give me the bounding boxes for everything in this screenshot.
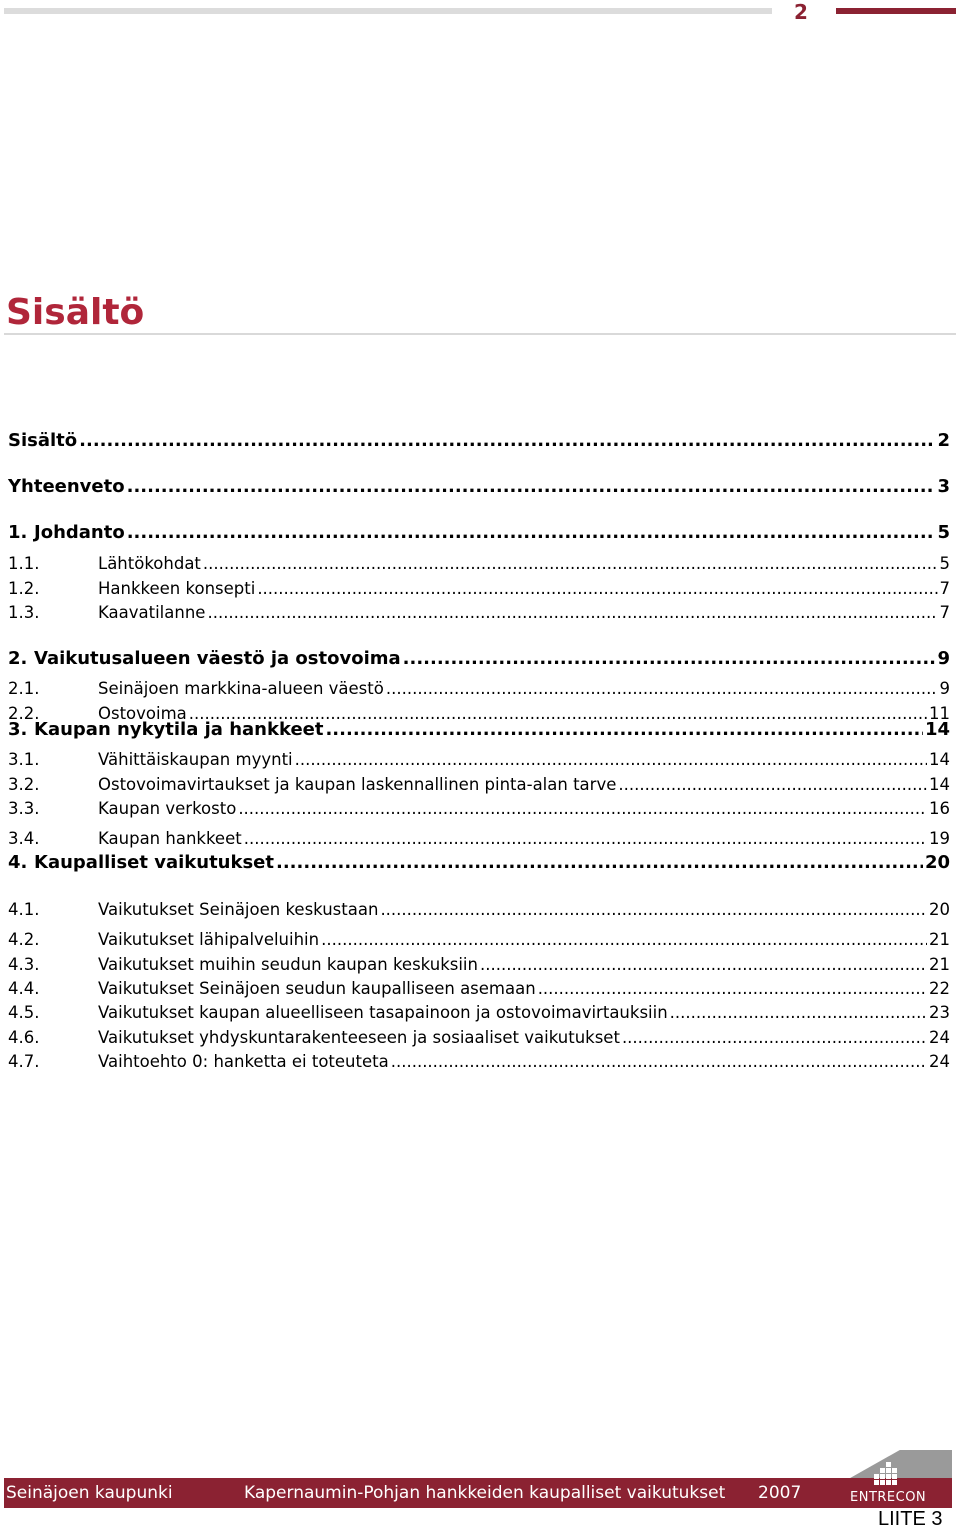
toc-entry[interactable] bbox=[8, 899, 950, 921]
toc-entry-page: 21 bbox=[929, 930, 950, 949]
toc-entry-title: Lähtökohdat bbox=[98, 554, 201, 573]
toc-entry-page: 3 bbox=[937, 476, 950, 497]
annex-label: LIITE 3 bbox=[878, 1508, 943, 1530]
toc-entry[interactable] bbox=[8, 602, 950, 624]
toc-entry-page: 14 bbox=[929, 750, 950, 769]
toc-entry[interactable] bbox=[8, 1027, 950, 1049]
company-logo-text: ENTRECON bbox=[850, 1490, 927, 1505]
toc-entry[interactable] bbox=[8, 719, 950, 741]
toc-entry-page: 19 bbox=[929, 829, 950, 848]
toc-entry-title: Vähittäiskaupan myynti bbox=[98, 750, 293, 769]
toc-entry[interactable] bbox=[8, 678, 950, 700]
toc-entry-page: 2 bbox=[937, 430, 950, 451]
toc-entry-title: Ostovoima bbox=[98, 704, 187, 723]
toc-entry-title: Vaihtoehto 0: hanketta ei toteuteta bbox=[98, 1052, 389, 1071]
toc-leader-dots bbox=[480, 954, 927, 976]
toc-entry-page: 5 bbox=[939, 554, 950, 573]
toc-entry[interactable] bbox=[8, 522, 950, 544]
toc-entry[interactable] bbox=[8, 774, 950, 796]
toc-entry-title: Johdanto bbox=[34, 522, 125, 543]
toc-entry-title: Seinäjoen markkina-alueen väestö bbox=[98, 679, 384, 698]
toc-entry-title: Kaavatilanne bbox=[98, 603, 206, 622]
toc-entry-number: 4.3. bbox=[8, 955, 40, 974]
toc-entry-page: 20 bbox=[924, 852, 950, 873]
toc-entry[interactable] bbox=[8, 553, 950, 575]
toc-entry-page: 9 bbox=[939, 679, 950, 698]
toc-entry-title: Vaikutukset Seinäjoen seudun kaupalliseen asemaan bbox=[98, 979, 536, 998]
toc-entry-number: 4.1. bbox=[8, 900, 40, 919]
toc-entry-title: Vaikutukset kaupan alueelliseen tasapainoon ja ostovoimavirtauksiin bbox=[98, 1003, 668, 1022]
footer-document-title: Kapernaumin-Pohjan hankkeiden kaupalliset vaikutukset bbox=[244, 1483, 726, 1503]
toc-entry-title: Sisältö bbox=[8, 430, 78, 451]
toc-entry-number: 3.1. bbox=[8, 750, 40, 769]
toc-entry[interactable] bbox=[8, 828, 950, 850]
toc-entry-number: 4.7. bbox=[8, 1052, 40, 1071]
toc-leader-dots bbox=[622, 1027, 927, 1049]
toc-entry-title: Yhteenveto bbox=[8, 476, 125, 497]
toc-entry-number: 1.1. bbox=[8, 554, 40, 573]
toc-leader-dots bbox=[79, 430, 935, 452]
toc-entry-title: Vaikutukset muihin seudun kaupan keskuksiin bbox=[98, 955, 478, 974]
toc-entry-title: Kaupan verkosto bbox=[98, 799, 237, 818]
toc-entry-number: 1.2. bbox=[8, 579, 40, 598]
toc-entry[interactable] bbox=[8, 578, 950, 600]
toc-leader-dots bbox=[325, 719, 922, 741]
toc-entry-title: Ostovoimavirtaukset ja kaupan laskennallinen pinta-alan tarve bbox=[98, 775, 617, 794]
toc-leader-dots bbox=[321, 929, 927, 951]
toc-leader-dots bbox=[386, 678, 938, 700]
toc-leader-dots bbox=[203, 553, 938, 575]
toc-entry-page: 7 bbox=[939, 579, 950, 598]
toc-entry-page: 24 bbox=[929, 1052, 950, 1071]
toc-entry-page: 24 bbox=[929, 1028, 950, 1047]
toc-entry-number: 3.4. bbox=[8, 829, 40, 848]
toc-leader-dots bbox=[127, 522, 936, 544]
toc-entry-title: Vaikutukset lähipalveluihin bbox=[98, 930, 320, 949]
toc-leader-dots bbox=[257, 578, 937, 600]
toc-entry-page: 14 bbox=[929, 775, 950, 794]
header-accent bbox=[836, 8, 956, 14]
toc-leader-dots bbox=[207, 602, 937, 624]
toc-entry[interactable] bbox=[8, 978, 950, 1000]
toc-entry-title: Kaupan nykytila ja hankkeet bbox=[34, 719, 324, 740]
footer bbox=[0, 1450, 960, 1531]
toc-entry-number: 3. bbox=[8, 719, 28, 740]
toc-entry-number: 4.5. bbox=[8, 1003, 40, 1022]
toc-leader-dots bbox=[670, 1002, 927, 1024]
toc-leader-dots bbox=[276, 852, 923, 874]
title-divider bbox=[4, 333, 956, 335]
toc-entry-number: 2. bbox=[8, 648, 28, 669]
toc-entry-number: 1. bbox=[8, 522, 28, 543]
toc-entry-number: 3.2. bbox=[8, 775, 40, 794]
toc-leader-dots bbox=[238, 798, 927, 820]
toc-entry-title: Vaikutukset Seinäjoen keskustaan bbox=[98, 900, 379, 919]
toc-entry[interactable] bbox=[8, 1002, 950, 1024]
toc-entry[interactable] bbox=[8, 749, 950, 771]
toc-entry-page: 16 bbox=[929, 799, 950, 818]
toc-leader-dots bbox=[391, 1051, 927, 1073]
toc-leader-dots bbox=[403, 648, 936, 670]
toc-entry[interactable] bbox=[8, 852, 950, 874]
footer-organization: Seinäjoen kaupunki bbox=[6, 1483, 173, 1503]
toc-entry-title: Hankkeen konsepti bbox=[98, 579, 256, 598]
toc-entry[interactable] bbox=[8, 798, 950, 820]
toc-entry-title: Kaupalliset vaikutukset bbox=[34, 852, 274, 873]
toc-leader-dots bbox=[618, 774, 927, 796]
toc-entry-title: Vaikutusalueen väestö ja ostovoima bbox=[34, 648, 401, 669]
toc-leader-dots bbox=[380, 899, 927, 921]
header-bar bbox=[4, 8, 772, 14]
toc-entry[interactable] bbox=[8, 929, 950, 951]
toc-entry[interactable] bbox=[8, 648, 950, 670]
toc-entry-number: 4.4. bbox=[8, 979, 40, 998]
header-page-number: 2 bbox=[794, 0, 808, 24]
toc-entry[interactable] bbox=[8, 476, 950, 498]
toc-entry-number: 2.2. bbox=[8, 704, 40, 723]
toc-entry-page: 22 bbox=[929, 979, 950, 998]
toc-entry-number: 1.3. bbox=[8, 603, 40, 622]
toc-entry-number: 2.1. bbox=[8, 679, 40, 698]
toc-entry-page: 9 bbox=[937, 648, 950, 669]
toc-entry-page: 7 bbox=[939, 603, 950, 622]
toc-entry-number: 4.6. bbox=[8, 1028, 40, 1047]
toc-entry-number: 4.2. bbox=[8, 930, 40, 949]
toc-entry-page: 5 bbox=[937, 522, 950, 543]
toc-entry-number: 4. bbox=[8, 852, 28, 873]
toc-entry-page: 14 bbox=[924, 719, 950, 740]
logo-grid-icon bbox=[874, 1462, 902, 1486]
toc-leader-dots bbox=[538, 978, 927, 1000]
toc-entry-page: 21 bbox=[929, 955, 950, 974]
toc-entry-title: Kaupan hankkeet bbox=[98, 829, 242, 848]
toc-entry[interactable] bbox=[8, 430, 950, 452]
toc-leader-dots bbox=[295, 749, 927, 771]
toc-entry-page: 20 bbox=[929, 900, 950, 919]
toc-entry-page: 23 bbox=[929, 1003, 950, 1022]
toc-entry-title: Vaikutukset yhdyskuntarakenteeseen ja sosiaaliset vaikutukset bbox=[98, 1028, 620, 1047]
toc-leader-dots bbox=[127, 476, 936, 498]
toc-leader-dots bbox=[244, 828, 927, 850]
toc-entry-number: 3.3. bbox=[8, 799, 40, 818]
page-title: Sisältö bbox=[6, 292, 145, 333]
toc-entry-page: 11 bbox=[929, 704, 950, 723]
footer-year: 2007 bbox=[758, 1483, 802, 1503]
toc-entry[interactable] bbox=[8, 954, 950, 976]
toc-entry[interactable] bbox=[8, 1051, 950, 1073]
